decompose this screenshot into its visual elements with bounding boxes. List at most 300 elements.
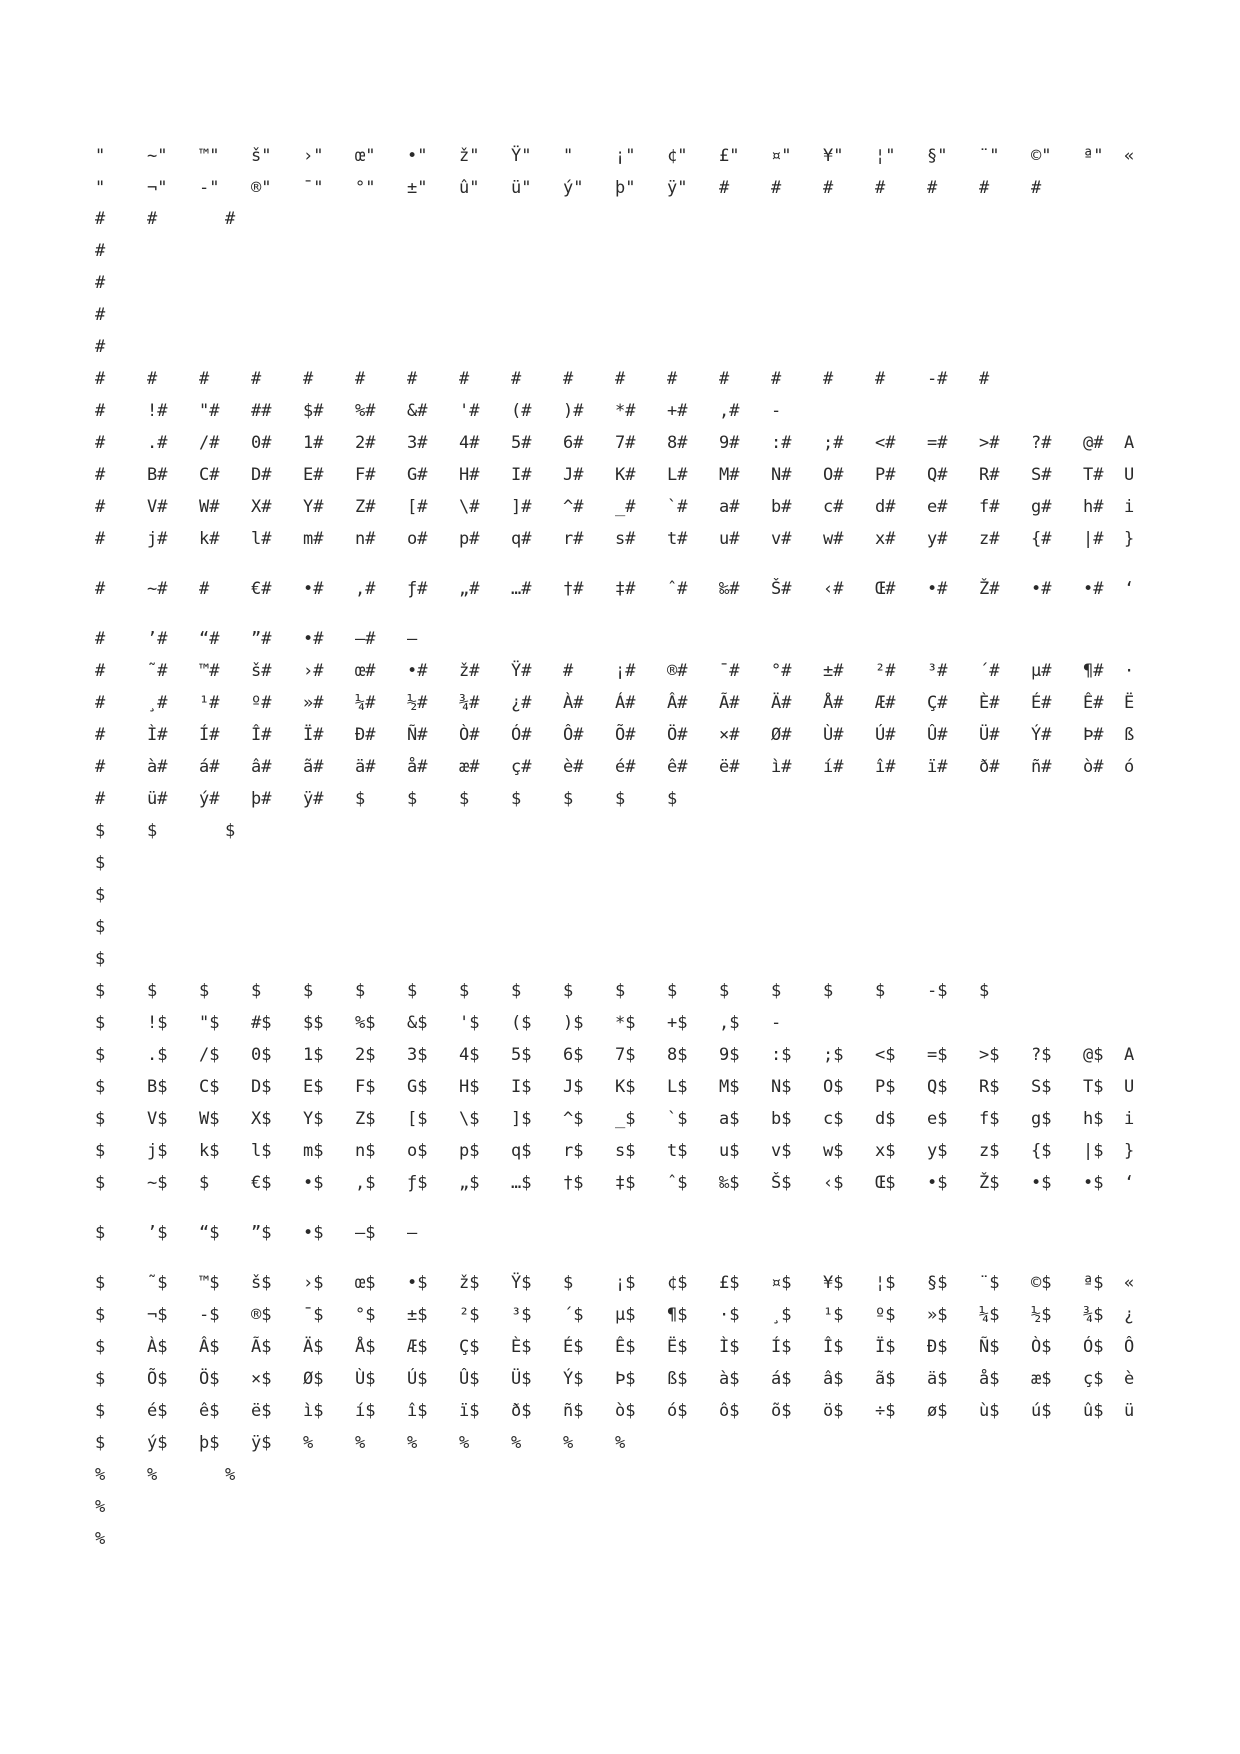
- character-cell: é#: [615, 757, 636, 777]
- character-cell: ]$: [511, 1109, 532, 1129]
- character-cell: §": [927, 146, 948, 166]
- character-cell: ä#: [355, 757, 376, 777]
- character-cell: J$: [563, 1077, 584, 1097]
- character-cell: ³#: [927, 661, 948, 681]
- character-cell: •": [407, 146, 428, 166]
- character-cell: ý#: [199, 789, 220, 809]
- character-cell: $: [875, 981, 886, 1001]
- character-cell: %: [563, 1433, 574, 1453]
- character-cell: (#: [511, 401, 532, 421]
- character-cell: %: [615, 1433, 626, 1453]
- character-cell: ^$: [563, 1109, 584, 1129]
- character-cell: |$: [1083, 1141, 1104, 1161]
- character-cell: Ù#: [823, 725, 844, 745]
- character-cell: »#: [303, 693, 324, 713]
- character-cell: -": [199, 178, 220, 198]
- character-cell: V$: [147, 1109, 168, 1129]
- character-cell: å#: [407, 757, 428, 777]
- character-cell: q$: [511, 1141, 532, 1161]
- character-cell: º#: [251, 693, 272, 713]
- character-cell: V#: [147, 497, 168, 517]
- character-cell: o#: [407, 529, 428, 549]
- character-cell: .$: [147, 1045, 168, 1065]
- character-cell: X$: [251, 1109, 272, 1129]
- character-cell: #: [95, 209, 106, 229]
- character-row: [0, 1431, 1240, 1455]
- character-cell: $: [95, 853, 106, 873]
- character-cell: -#: [927, 369, 948, 389]
- character-cell: #: [95, 273, 106, 293]
- character-cell: À$: [147, 1337, 168, 1357]
- character-cell: ¤": [771, 146, 792, 166]
- character-cell: Ä#: [771, 693, 792, 713]
- character-cell: z#: [979, 529, 1000, 549]
- character-cell: M$: [719, 1077, 740, 1097]
- character-cell: â$: [823, 1369, 844, 1389]
- character-cell: /$: [199, 1045, 220, 1065]
- character-cell: $: [147, 821, 158, 841]
- character-cell: h$: [1083, 1109, 1104, 1129]
- character-cell: @#: [1083, 433, 1104, 453]
- character-cell: È$: [511, 1337, 532, 1357]
- character-cell: O#: [823, 465, 844, 485]
- character-cell: f$: [979, 1109, 1000, 1129]
- character-cell: Å$: [355, 1337, 376, 1357]
- character-cell: 1$: [303, 1045, 324, 1065]
- character-cell: õ$: [771, 1401, 792, 1421]
- character-cell: !$: [147, 1013, 168, 1033]
- character-cell: “$: [199, 1223, 220, 1243]
- character-cell: Û$: [459, 1369, 480, 1389]
- character-cell: f#: [979, 497, 1000, 517]
- character-cell: ý$: [147, 1433, 168, 1453]
- character-cell: Ÿ#: [511, 661, 532, 681]
- character-cell: ’$: [147, 1223, 168, 1243]
- character-cell: ÷$: [875, 1401, 896, 1421]
- character-cell: Ì#: [147, 725, 168, 745]
- character-cell: A: [1124, 1045, 1135, 1065]
- character-cell: -: [771, 401, 782, 421]
- character-cell: ç$: [1083, 1369, 1104, 1389]
- character-cell: £": [719, 146, 740, 166]
- character-cell: Ö#: [667, 725, 688, 745]
- character-cell: {$: [1031, 1141, 1052, 1161]
- character-cell: š#: [251, 661, 272, 681]
- character-cell: ñ$: [563, 1401, 584, 1421]
- character-cell: •#: [407, 661, 428, 681]
- character-cell: _#: [615, 497, 636, 517]
- character-row: [0, 1463, 1240, 1487]
- character-cell: $: [511, 789, 522, 809]
- character-cell: ƒ#: [407, 579, 428, 599]
- character-row: [0, 463, 1240, 487]
- character-cell: :$: [771, 1045, 792, 1065]
- character-cell: º$: [875, 1305, 896, 1325]
- character-cell: r$: [563, 1141, 584, 1161]
- character-cell: ‘: [1124, 579, 1135, 599]
- character-cell: #: [199, 579, 210, 599]
- character-cell: •$: [927, 1173, 948, 1193]
- character-cell: #: [667, 369, 678, 389]
- character-cell: ¨$: [979, 1273, 1000, 1293]
- character-cell: ë$: [251, 1401, 272, 1421]
- character-row: [0, 1075, 1240, 1099]
- character-cell: O$: [823, 1077, 844, 1097]
- character-cell: 3#: [407, 433, 428, 453]
- character-cell: `#: [667, 497, 688, 517]
- character-cell: 6$: [563, 1045, 584, 1065]
- character-cell: 9#: [719, 433, 740, 453]
- character-cell: #: [511, 369, 522, 389]
- character-cell: ##: [251, 401, 272, 421]
- character-cell: =$: [927, 1045, 948, 1065]
- character-cell: Ù$: [355, 1369, 376, 1389]
- character-cell: ë#: [719, 757, 740, 777]
- character-cell: è: [1124, 1369, 1135, 1389]
- character-cell: Ê#: [1083, 693, 1104, 713]
- character-cell: \$: [459, 1109, 480, 1129]
- character-cell: 9$: [719, 1045, 740, 1065]
- character-cell: I$: [511, 1077, 532, 1097]
- character-cell: ¯$: [303, 1305, 324, 1325]
- character-cell: C#: [199, 465, 220, 485]
- character-cell: <#: [875, 433, 896, 453]
- character-cell: K#: [615, 465, 636, 485]
- character-cell: ’#: [147, 629, 168, 649]
- character-cell: -$: [199, 1305, 220, 1325]
- character-cell: #: [95, 337, 106, 357]
- character-cell: Ú#: [875, 725, 896, 745]
- character-cell: L#: [667, 465, 688, 485]
- character-cell: ª$: [1083, 1273, 1104, 1293]
- character-cell: $: [407, 789, 418, 809]
- character-cell: Ñ#: [407, 725, 428, 745]
- character-cell: Ð#: [355, 725, 376, 745]
- character-cell: å$: [979, 1369, 1000, 1389]
- character-cell: †#: [563, 579, 584, 599]
- character-cell: Ë$: [667, 1337, 688, 1357]
- character-row: [0, 1495, 1240, 1519]
- character-row: [0, 1527, 1240, 1551]
- character-cell: ¬$: [147, 1305, 168, 1325]
- character-cell: •#: [303, 579, 324, 599]
- character-cell: {#: [1031, 529, 1052, 549]
- character-cell: ±#: [823, 661, 844, 681]
- character-cell: ©$: [1031, 1273, 1052, 1293]
- character-cell: Ø$: [303, 1369, 324, 1389]
- character-cell: ½#: [407, 693, 428, 713]
- character-cell: t#: [667, 529, 688, 549]
- character-cell: S#: [1031, 465, 1052, 485]
- character-cell: z$: [979, 1141, 1000, 1161]
- character-cell: %: [303, 1433, 314, 1453]
- character-cell: ±$: [407, 1305, 428, 1325]
- character-cell: $: [251, 981, 262, 1001]
- character-cell: #: [563, 661, 574, 681]
- character-cell: j$: [147, 1141, 168, 1161]
- character-cell: Ü$: [511, 1369, 532, 1389]
- character-cell: ¦": [875, 146, 896, 166]
- character-row: [0, 303, 1240, 327]
- character-cell: ´$: [563, 1305, 584, 1325]
- character-cell: ì$: [303, 1401, 324, 1421]
- character-cell: v#: [771, 529, 792, 549]
- character-cell: #: [95, 693, 106, 713]
- character-cell: #: [927, 178, 938, 198]
- character-row: [0, 207, 1240, 231]
- character-row: [0, 1335, 1240, 1359]
- character-cell: ²$: [459, 1305, 480, 1325]
- character-cell: ™#: [199, 661, 220, 681]
- character-cell: ö$: [823, 1401, 844, 1421]
- character-cell: ¶$: [667, 1305, 688, 1325]
- character-cell: Ò$: [1031, 1337, 1052, 1357]
- character-cell: i: [1124, 1109, 1135, 1129]
- character-cell: Ï#: [303, 725, 324, 745]
- character-cell: µ$: [615, 1305, 636, 1325]
- character-cell: _$: [615, 1109, 636, 1129]
- character-cell: ‰$: [719, 1173, 740, 1193]
- character-cell: ,#: [719, 401, 740, 421]
- character-cell: •$: [303, 1223, 324, 1243]
- character-cell: T$: [1083, 1077, 1104, 1097]
- character-cell: š": [251, 146, 272, 166]
- character-cell: #: [199, 369, 210, 389]
- character-cell: #: [459, 369, 470, 389]
- character-cell: Õ#: [615, 725, 636, 745]
- character-cell: W$: [199, 1109, 220, 1129]
- character-cell: D$: [251, 1077, 272, 1097]
- character-cell: q#: [511, 529, 532, 549]
- character-cell: $: [615, 789, 626, 809]
- character-cell: G$: [407, 1077, 428, 1097]
- character-cell: d#: [875, 497, 896, 517]
- character-cell: "$: [199, 1013, 220, 1033]
- character-cell: ·: [1124, 661, 1135, 681]
- character-cell: 8$: [667, 1045, 688, 1065]
- character-row: [0, 1171, 1240, 1195]
- character-cell: ?$: [1031, 1045, 1052, 1065]
- character-cell: X#: [251, 497, 272, 517]
- character-cell: E#: [303, 465, 324, 485]
- character-cell: R$: [979, 1077, 1000, 1097]
- character-cell: ¯": [303, 178, 324, 198]
- character-cell: ": [563, 146, 574, 166]
- character-cell: –$: [355, 1223, 376, 1243]
- character-cell: $: [615, 981, 626, 1001]
- character-cell: î$: [407, 1401, 428, 1421]
- character-cell: %: [459, 1433, 470, 1453]
- character-cell: Ô: [1124, 1337, 1135, 1357]
- character-cell: •$: [1031, 1173, 1052, 1193]
- character-cell: x$: [875, 1141, 896, 1161]
- character-cell: $: [95, 1369, 106, 1389]
- character-cell: ™": [199, 146, 220, 166]
- character-cell: [$: [407, 1109, 428, 1129]
- character-cell: í#: [823, 757, 844, 777]
- character-cell: :#: [771, 433, 792, 453]
- character-cell: '$: [459, 1013, 480, 1033]
- character-cell: É$: [563, 1337, 584, 1357]
- character-cell: $: [563, 789, 574, 809]
- character-cell: #: [95, 725, 106, 745]
- character-cell: â#: [251, 757, 272, 777]
- character-cell: #: [875, 369, 886, 389]
- character-cell: ;#: [823, 433, 844, 453]
- character-cell: ¨": [979, 146, 1000, 166]
- character-cell: %: [95, 1529, 106, 1549]
- character-cell: 6#: [563, 433, 584, 453]
- character-cell: 5#: [511, 433, 532, 453]
- character-cell: û": [459, 178, 480, 198]
- character-cell: þ#: [251, 789, 272, 809]
- character-cell: m#: [303, 529, 324, 549]
- character-cell: #: [95, 529, 106, 549]
- character-cell: Ð$: [927, 1337, 948, 1357]
- character-cell: ›#: [303, 661, 324, 681]
- character-cell: Ÿ": [511, 146, 532, 166]
- character-cell: Í#: [199, 725, 220, 745]
- character-cell: "#: [199, 401, 220, 421]
- character-cell: °#: [771, 661, 792, 681]
- character-cell: ·$: [719, 1305, 740, 1325]
- character-cell: Í$: [771, 1337, 792, 1357]
- character-cell: ¡#: [615, 661, 636, 681]
- character-cell: è#: [563, 757, 584, 777]
- character-cell: v$: [771, 1141, 792, 1161]
- character-row: [0, 1303, 1240, 1327]
- character-cell: I#: [511, 465, 532, 485]
- character-cell: ‘: [1124, 1173, 1135, 1193]
- character-cell: ñ#: [1031, 757, 1052, 777]
- character-cell: ß$: [667, 1369, 688, 1389]
- character-cell: ›$: [303, 1273, 324, 1293]
- character-row: [0, 399, 1240, 423]
- character-cell: #: [95, 579, 106, 599]
- character-cell: à$: [719, 1369, 740, 1389]
- character-cell: w#: [823, 529, 844, 549]
- character-cell: &#: [407, 401, 428, 421]
- character-cell: *$: [615, 1013, 636, 1033]
- character-cell: #: [979, 178, 990, 198]
- character-cell: #: [95, 241, 106, 261]
- character-row: [0, 176, 1240, 200]
- character-cell: ³$: [511, 1305, 532, 1325]
- character-cell: Ê$: [615, 1337, 636, 1357]
- character-cell: #: [95, 629, 106, 649]
- character-cell: E$: [303, 1077, 324, 1097]
- character-cell: ‡$: [615, 1173, 636, 1193]
- character-cell: ": [95, 146, 106, 166]
- character-cell: ¿: [1124, 1305, 1135, 1325]
- character-cell: Þ$: [615, 1369, 636, 1389]
- character-cell: ›": [303, 146, 324, 166]
- character-cell: w$: [823, 1141, 844, 1161]
- character-cell: ó$: [667, 1401, 688, 1421]
- character-cell: Õ$: [147, 1369, 168, 1389]
- character-cell: U: [1124, 465, 1135, 485]
- character-cell: %$: [355, 1013, 376, 1033]
- character-row: [0, 883, 1240, 907]
- character-cell: Ž#: [979, 579, 1000, 599]
- character-cell: c$: [823, 1109, 844, 1129]
- character-cell: +$: [667, 1013, 688, 1033]
- character-cell: ¥": [823, 146, 844, 166]
- character-cell: ƒ$: [407, 1173, 428, 1193]
- character-cell: l$: [251, 1141, 272, 1161]
- character-cell: $: [459, 789, 470, 809]
- character-cell: g#: [1031, 497, 1052, 517]
- character-cell: -$: [927, 981, 948, 1001]
- character-cell: ¯#: [719, 661, 740, 681]
- character-cell: #: [615, 369, 626, 389]
- character-cell: -: [771, 1013, 782, 1033]
- character-cell: U: [1124, 1077, 1135, 1097]
- character-cell: ²#: [875, 661, 896, 681]
- character-cell: $: [95, 1223, 106, 1243]
- character-cell: ^#: [563, 497, 584, 517]
- character-cell: •#: [303, 629, 324, 649]
- character-cell: ‰#: [719, 579, 740, 599]
- character-cell: s$: [615, 1141, 636, 1161]
- character-cell: u$: [719, 1141, 740, 1161]
- character-row: [0, 527, 1240, 551]
- character-cell: g$: [1031, 1109, 1052, 1129]
- character-cell: •$: [407, 1273, 428, 1293]
- character-cell: b$: [771, 1109, 792, 1129]
- character-cell: 7$: [615, 1045, 636, 1065]
- character-cell: 0#: [251, 433, 272, 453]
- character-cell: $: [355, 789, 366, 809]
- character-row: [0, 723, 1240, 747]
- character-cell: ž": [459, 146, 480, 166]
- character-cell: ˜$: [147, 1273, 168, 1293]
- character-cell: «: [1124, 1273, 1135, 1293]
- character-cell: #: [95, 661, 106, 681]
- character-cell: $: [303, 981, 314, 1001]
- character-cell: •$: [303, 1173, 324, 1193]
- character-cell: ×$: [251, 1369, 272, 1389]
- character-cell: €#: [251, 579, 272, 599]
- character-cell: û$: [1083, 1401, 1104, 1421]
- character-cell: «: [1124, 146, 1135, 166]
- character-cell: |#: [1083, 529, 1104, 549]
- character-cell: ‹$: [823, 1173, 844, 1193]
- character-cell: ×#: [719, 725, 740, 745]
- character-cell: ü: [1124, 1401, 1135, 1421]
- character-cell: #: [875, 178, 886, 198]
- character-cell: #$: [251, 1013, 272, 1033]
- character-cell: #: [95, 401, 106, 421]
- character-cell: %: [95, 1497, 106, 1517]
- character-cell: Q#: [927, 465, 948, 485]
- character-cell: $: [95, 1013, 106, 1033]
- character-cell: $: [95, 1109, 106, 1129]
- character-cell: ã$: [875, 1369, 896, 1389]
- character-cell: Å#: [823, 693, 844, 713]
- character-row: [0, 819, 1240, 843]
- character-cell: 3$: [407, 1045, 428, 1065]
- character-cell: S$: [1031, 1077, 1052, 1097]
- character-cell: ¢$: [667, 1273, 688, 1293]
- character-cell: $: [95, 1273, 106, 1293]
- character-cell: ù$: [979, 1401, 1000, 1421]
- character-row: [0, 144, 1240, 168]
- character-cell: $: [95, 1433, 106, 1453]
- character-cell: „#: [459, 579, 480, 599]
- character-cell: #: [771, 178, 782, 198]
- character-row: [0, 335, 1240, 359]
